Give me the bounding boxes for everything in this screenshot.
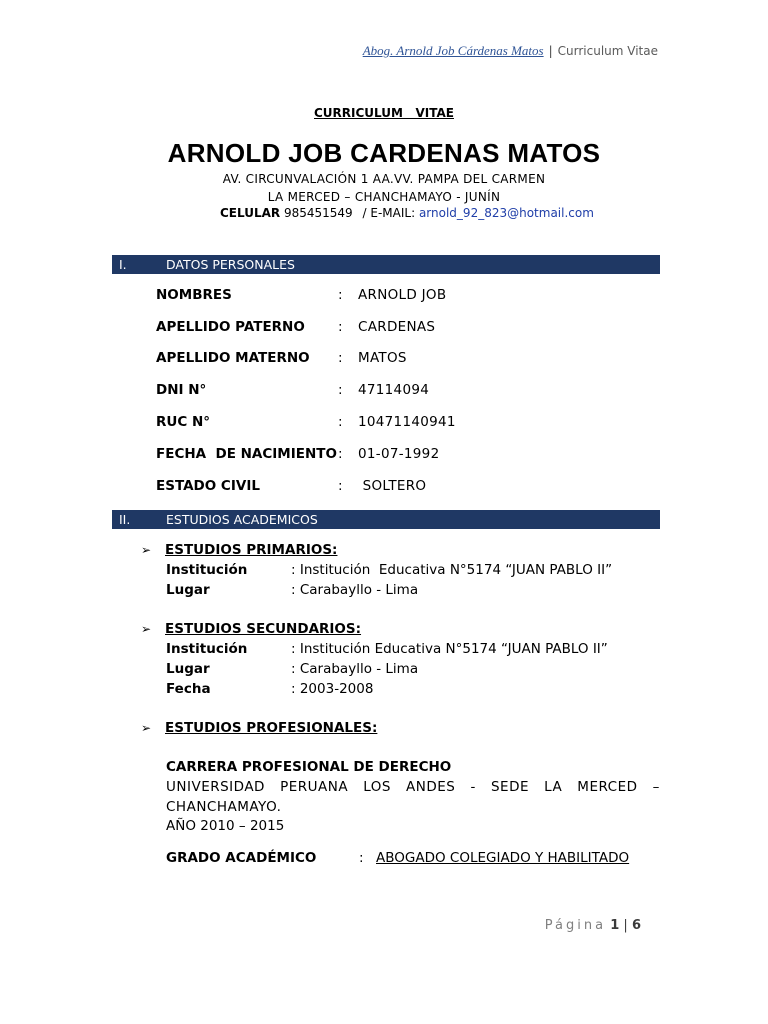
bullet-arrow-icon: ➢	[141, 622, 152, 636]
field-value-apellido-paterno: CARDENAS	[358, 319, 436, 335]
field-label-nombres: NOMBRES	[156, 287, 232, 303]
field-colon: :	[338, 446, 343, 462]
page-footer	[545, 918, 641, 933]
secondary-institution-value: : Institución Educativa N°5174 “JUAN PABLO II”	[291, 641, 608, 657]
university-line-1	[166, 779, 660, 795]
degree-colon: :	[359, 850, 364, 866]
field-colon: :	[338, 350, 343, 366]
career-title: CARRERA PROFESIONAL DE DERECHO	[166, 759, 452, 775]
field-colon: :	[338, 287, 343, 303]
university-word: PERUANA	[280, 779, 349, 795]
primary-place-value: : Carabayllo - Lima	[291, 582, 419, 598]
university-word: ANDES	[406, 779, 456, 795]
address-line-2: LA MERCED – CHANCHAMAYO - JUNÍN	[267, 190, 501, 204]
field-value-apellido-materno: MATOS	[358, 350, 407, 366]
degree-label: GRADO ACADÉMICO	[166, 850, 317, 866]
field-label-estado-civil: ESTADO CIVIL	[156, 478, 260, 494]
university-word: MERCED	[577, 779, 638, 795]
degree-value: ABOGADO COLEGIADO Y HABILITADO	[376, 850, 630, 866]
page-word: Página	[544, 918, 607, 933]
header-doc-type: Curriculum Vitae	[557, 44, 658, 58]
field-label-apellido-materno: APELLIDO MATERNO	[156, 350, 310, 366]
field-label-ruc: RUC N°	[156, 414, 211, 430]
field-value-dni: 47114094	[358, 382, 430, 398]
cv-label: CURRICULUM VITAE	[314, 106, 454, 120]
university-word: LOS	[363, 779, 391, 795]
phone-number: 985451549	[283, 206, 353, 220]
field-colon: :	[338, 414, 343, 430]
section-bar-academic	[112, 510, 660, 529]
section-title: ESTUDIOS ACADEMICOS	[166, 512, 318, 527]
university-word: SEDE	[490, 779, 529, 795]
section-bar-personal	[112, 255, 660, 274]
page-separator: |	[623, 918, 628, 933]
university-word: -	[470, 779, 476, 795]
contact-line	[220, 206, 594, 220]
field-value-fecha-nacimiento: 01-07-1992	[358, 446, 440, 462]
field-label-dni: DNI N°	[156, 382, 207, 398]
field-colon: :	[338, 478, 343, 494]
field-value-nombres: ARNOLD JOB	[358, 287, 447, 303]
page-total: 6	[631, 918, 641, 933]
header-separator: |	[548, 44, 553, 58]
section-number: II.	[119, 512, 131, 527]
primary-place-label: Lugar	[166, 582, 210, 598]
field-label-fecha-nacimiento: FECHA DE NACIMIENTO	[156, 446, 337, 462]
page-header	[363, 43, 658, 59]
university-word: –	[652, 779, 660, 795]
candidate-name: ARNOLD JOB CARDENAS MATOS	[167, 138, 601, 168]
secondary-studies-heading: ESTUDIOS SECUNDARIOS:	[165, 621, 362, 637]
field-value-ruc: 10471140941	[358, 414, 456, 430]
primary-institution-label: Institución	[166, 562, 248, 578]
bullet-arrow-icon: ➢	[141, 543, 152, 557]
field-value-estado-civil: SOLTERO	[358, 478, 427, 494]
primary-studies-heading: ESTUDIOS PRIMARIOS:	[165, 542, 338, 558]
field-colon: :	[338, 319, 343, 335]
section-title: DATOS PERSONALES	[166, 257, 295, 272]
secondary-date-label: Fecha	[166, 681, 211, 697]
university-line-2: CHANCHAMAYO.	[166, 799, 282, 815]
university-word: UNIVERSIDAD	[166, 779, 265, 795]
professional-studies-heading: ESTUDIOS PROFESIONALES:	[165, 720, 378, 736]
secondary-place-label: Lugar	[166, 661, 210, 677]
email-address: arnold_92_823@hotmail.com	[418, 206, 594, 220]
secondary-institution-label: Institución	[166, 641, 248, 657]
field-label-apellido-paterno: APELLIDO PATERNO	[156, 319, 305, 335]
primary-institution-value: : Institución Educativa N°5174 “JUAN PABLO II”	[291, 562, 613, 578]
bullet-arrow-icon: ➢	[141, 721, 152, 735]
phone-label: CELULAR	[220, 206, 281, 220]
secondary-place-value: : Carabayllo - Lima	[291, 661, 419, 677]
page-number: 1	[610, 918, 620, 933]
study-years: AÑO 2010 – 2015	[166, 818, 285, 834]
secondary-date-value: : 2003-2008	[291, 681, 374, 697]
header-author: Abog. Arnold Job Cárdenas Matos	[362, 43, 544, 58]
field-colon: :	[338, 382, 343, 398]
email-label: / E-MAIL:	[362, 206, 416, 220]
university-word: LA	[544, 779, 563, 795]
section-number: I.	[119, 257, 127, 272]
address-line-1: AV. CIRCUNVALACIÓN 1 AA.VV. PAMPA DEL CARMEN	[222, 172, 546, 186]
